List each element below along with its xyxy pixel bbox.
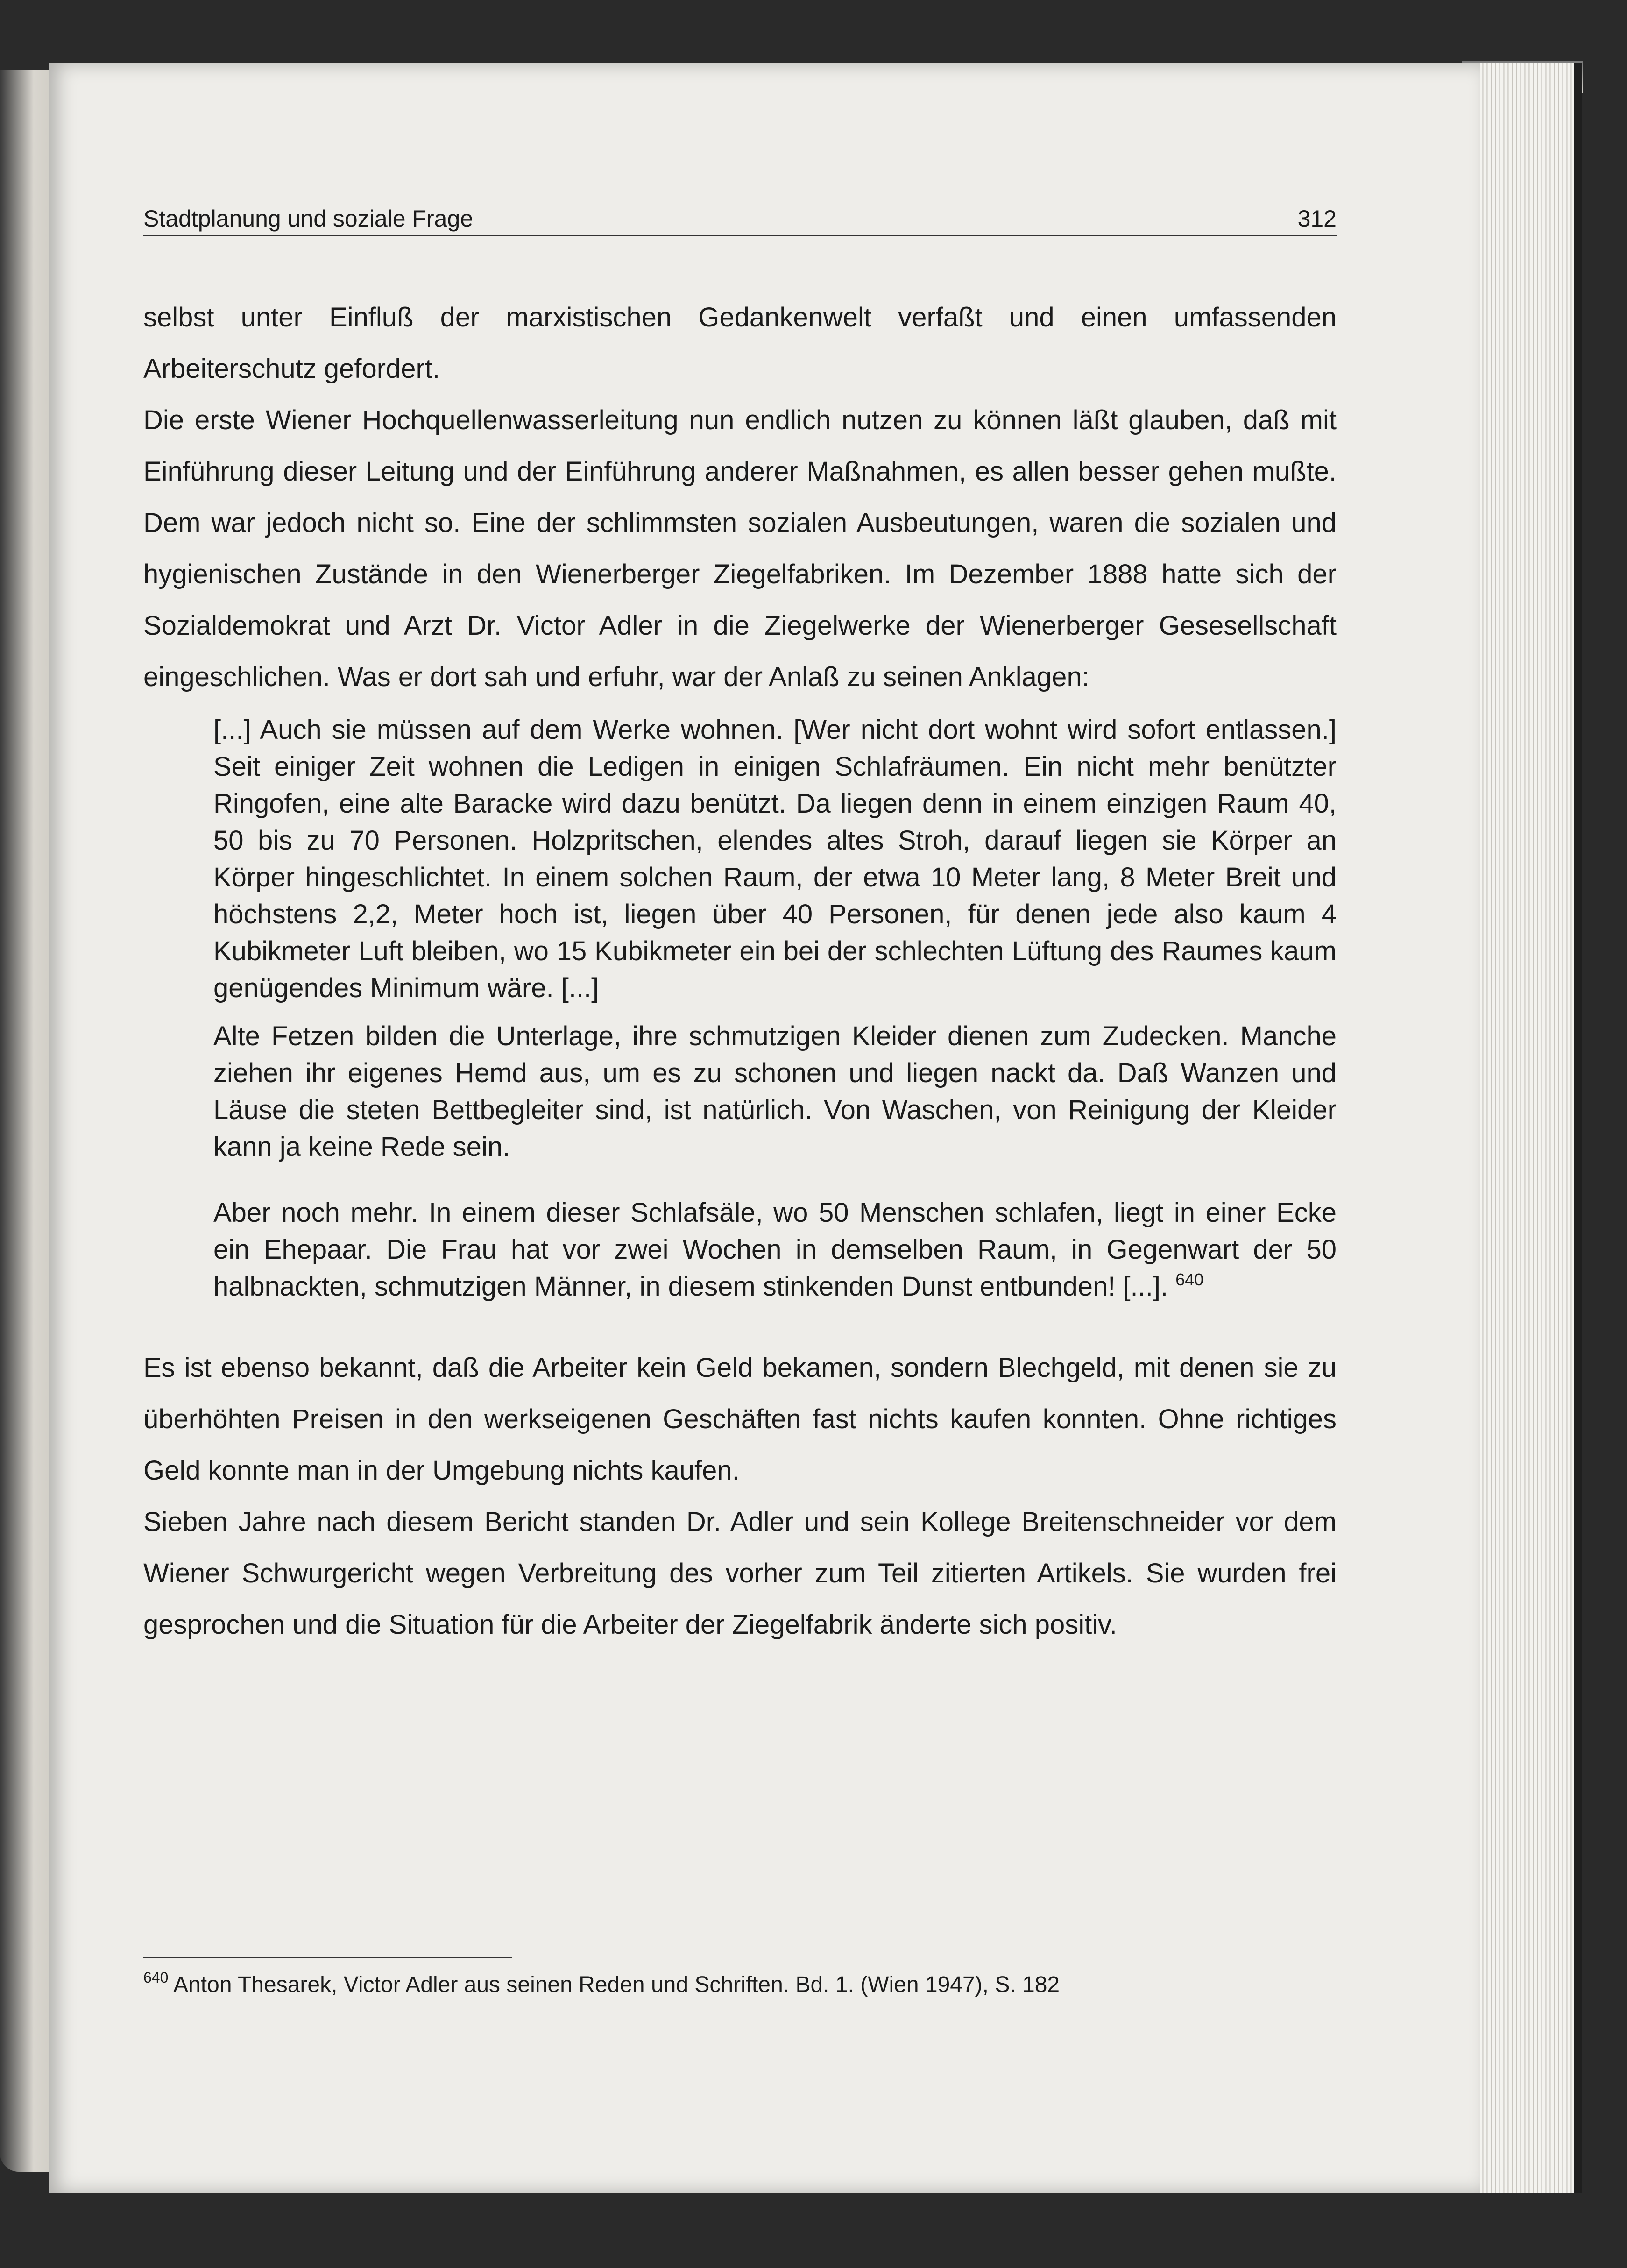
running-header [143, 202, 1337, 236]
quote-paragraph-2: Alte Fetzen bilden die Unterlage, ihre schmutzigen Kleider dienen zum Zudecken. Manche ziehen ihr eigenes Hemd aus, um es zu schonen und liegen nackt da. Daß Wanzen und Läuse die steten Bettbegleiter sind, ist natürlich. Von Waschen, von Reinigung der Kleider kann ja keine Rede sein. [213, 1021, 1337, 1162]
footnote-text: Anton Thesarek, Victor Adler aus seinen Reden und Schriften. Bd. 1. (Wien 1947), S. 182 [173, 1972, 1060, 1997]
footnote-separator [143, 1957, 512, 1958]
page-number: 312 [1297, 206, 1337, 232]
main-text [143, 292, 1337, 1651]
block-quote [213, 711, 1337, 1305]
paragraph-3: Es ist ebenso bekannt, daß die Arbeiter kein Geld bekamen, sondern Blechgeld, mit denen sie zu überhöhten Preisen in den werkseigenen Geschäften fast nichts kaufen konnten. Ohne richtiges Geld konnte man in der Umgebung nichts kaufen. [143, 1353, 1337, 1486]
footnote-number: 640 [143, 1969, 169, 1986]
paragraph-1: selbst unter Einfluß der marxistischen Gedankenwelt verfaßt und einen umfassenden Arbeiterschutz gefordert. [143, 302, 1337, 384]
footnote [143, 1969, 1337, 2001]
page-block-edges [1471, 63, 1582, 2193]
quote-paragraph-1: [...] Auch sie müssen auf dem Werke wohnen. [Wer nicht dort wohnt wird sofort entlassen.] Seit einiger Zeit wohnen die Ledigen in einigen Schlafräumen. Ein nicht mehr benützter Ringofen, eine alte Baracke wird dazu benützt. Da liegen denn in einem einzigen Raum 40, 50 bis zu 70 Personen. Holzpritschen, elendes altes Stroh, darauf liegen sie Körper an Körper hingeschlichtet. In einem solchen Raum, der etwa 10 Meter lang, 8 Meter Breit und höchstens 2,2, Meter hoch ist, liegen über 40 Personen, für denen jede also kaum 4 Kubikmeter Luft bleiben, wo 15 Kubikmeter ein bei der schlechten Lüftung des Raumes kaum genügendes Minimum wäre. [...] [213, 715, 1337, 1003]
running-title: Stadtplanung und soziale Frage [143, 206, 474, 232]
footnote-reference: 640 [1175, 1270, 1204, 1289]
paragraph-2: Die erste Wiener Hochquellenwasserleitung nun endlich nutzen zu können läßt glauben, daß mit Einführung dieser Leitung und der Einführung anderer Maßnahmen, es allen besser gehen mußte. Dem war jedoch nicht so. Eine der schlimmsten sozialen Ausbeutungen, waren die sozialen und hygienischen Zustände in den Wienerberger Ziegelfabriken. Im Dezember 1888 hatte sich der Sozialdemokrat und Arzt Dr. Victor Adler in die Ziegelwerke der Wienerberger Gesesellschaft eingeschlichen. Was er dort sah und erfuhr, war der Anlaß zu seinen Anklagen: [143, 405, 1337, 692]
paragraph-4: Sieben Jahre nach diesem Bericht standen Dr. Adler und sein Kollege Breitenschneider vor dem Wiener Schwurgericht wegen Verbreitung des vorher zum Teil zitierten Artikels. Sie wurden frei gesprochen und die Situation für die Arbeiter der Ziegelfabrik änderte sich positiv. [143, 1507, 1337, 1640]
facing-page-edge [0, 70, 56, 2172]
quote-paragraph-3 [213, 1194, 1337, 1305]
quote-paragraph-3-text: Aber noch mehr. In einem dieser Schlafsäle, wo 50 Menschen schlafen, liegt in einer Ecke ein Ehepaar. Die Frau hat vor zwei Wochen in demselben Raum, in Gegenwart der 50 halbnackten, schmutzigen Männer, in diesem stinkenden Dunst entbunden! [...]. [213, 1198, 1337, 1302]
